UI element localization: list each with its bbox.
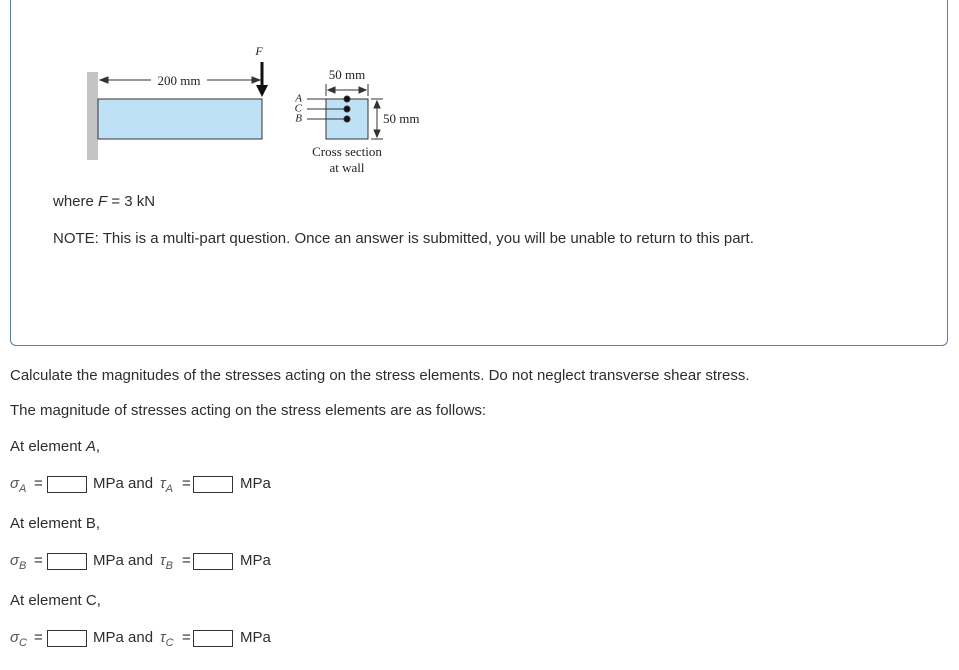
point-b-label: B bbox=[295, 112, 302, 125]
load-label: F bbox=[255, 44, 263, 58]
length-label: 200 mm bbox=[157, 73, 201, 88]
point-a-label: A bbox=[295, 92, 302, 105]
sigma-b-input[interactable] bbox=[47, 553, 87, 570]
wall bbox=[87, 72, 98, 160]
height-label: 50 mm bbox=[383, 111, 420, 126]
tau-c-symbol: $\tau_C$ bbox=[160, 629, 174, 649]
element-b-heading: At element B, bbox=[10, 515, 101, 532]
point-c-label: C bbox=[294, 102, 302, 115]
caption-line2: at wall bbox=[329, 160, 365, 175]
height-dimension bbox=[371, 99, 383, 139]
sigma-c-symbol: $\sigma_C$ bbox=[10, 629, 27, 649]
sigma-c-input[interactable] bbox=[47, 630, 87, 647]
beam bbox=[98, 99, 262, 139]
sigma-a-symbol: $\sigma_A$ bbox=[10, 475, 27, 495]
tau-c-input[interactable] bbox=[193, 630, 233, 647]
tau-a-symbol: $\tau_A$ bbox=[160, 475, 173, 495]
tau-a-input[interactable] bbox=[193, 476, 233, 493]
beam-figure bbox=[11, 0, 949, 196]
element-a-heading: At element A, bbox=[10, 438, 101, 455]
where-statement: where F = 3 kN bbox=[53, 193, 156, 210]
question-prompt: Calculate the magnitudes of the stresses acting on the stress elements. Do not neglect transverse shear stress. bbox=[10, 367, 750, 384]
tau-b-symbol: $\tau_B$ bbox=[160, 552, 173, 572]
width-dimension bbox=[326, 84, 368, 96]
note-text: NOTE: This is a multi-part question. Once an answer is submitted, you will be unable to return to this part. bbox=[53, 230, 754, 247]
problem-panel bbox=[10, 0, 948, 346]
question-intro: The magnitude of stresses acting on the stress elements are as follows: bbox=[10, 402, 487, 419]
tau-b-input[interactable] bbox=[193, 553, 233, 570]
element-c-heading: At element C, bbox=[10, 592, 101, 609]
caption-line1: Cross section bbox=[312, 144, 382, 159]
sigma-a-input[interactable] bbox=[47, 476, 87, 493]
sigma-b-symbol: $\sigma_B$ bbox=[10, 552, 27, 572]
width-label: 50 mm bbox=[328, 67, 366, 82]
